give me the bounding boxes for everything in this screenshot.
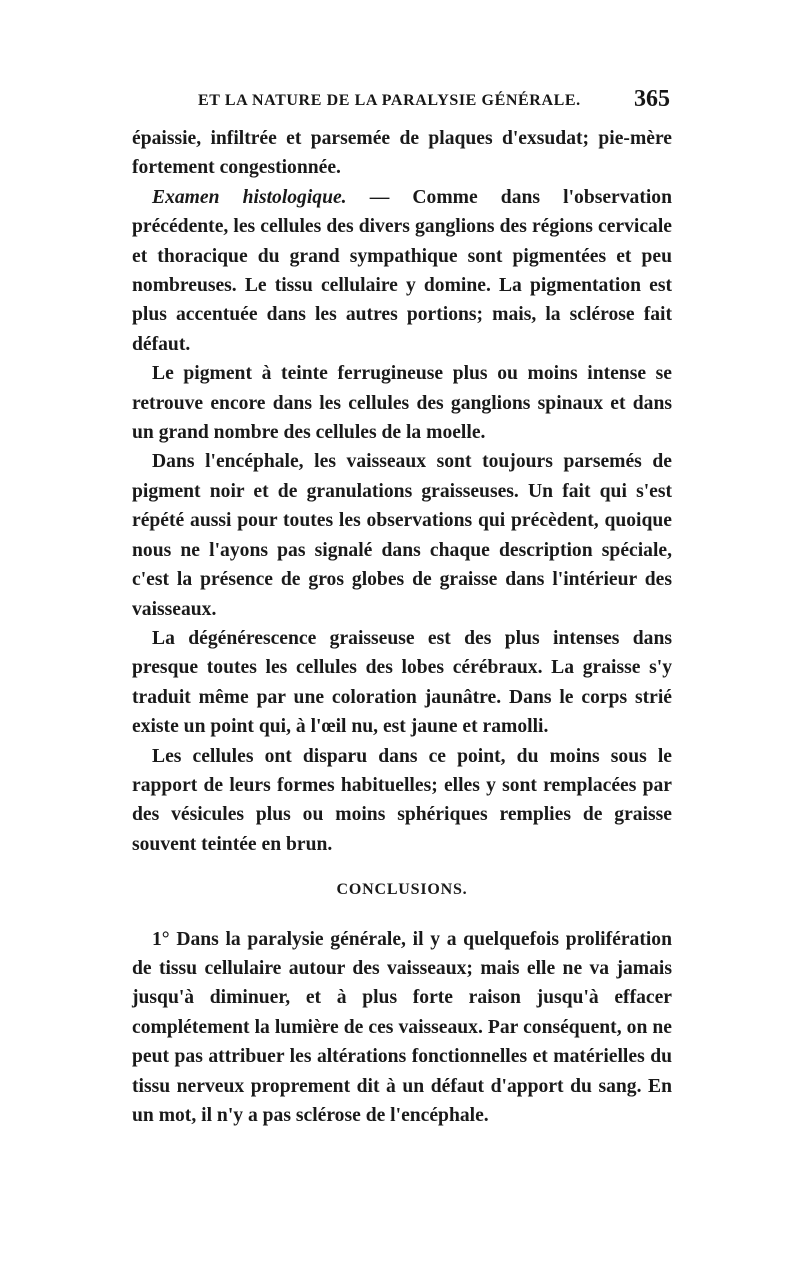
paragraph-cellules: Les cellules ont disparu dans ce point, du moins sous le rapport de leurs formes habituelles; elles y sont remplacées par des vésicules plus ou moins sphériques remplies de graisse souvent teintée en brun. [132, 745, 672, 855]
paragraph-conclusion-1: 1° Dans la paralysie générale, il y a quelquefois prolifération de tissu cellulaire autour des vaisseaux; mais elle ne va jamais jusqu'à diminuer, et à plus forte raison jusqu'à effacer complétement la lumière de ces vaisseaux. Par conséquent, on ne peut pas attribuer les altérations fonctionnelles et matérielles du tissu nerveux proprement dit à un défaut d'apport du sang. En un mot, il n'y a pas sclérose de l'encéphale. [132, 928, 672, 1126]
running-head [132, 86, 672, 118]
paragraph-examen [132, 183, 672, 359]
paragraph-degenerescence: La dégénérescence graisseuse est des plus intenses dans presque toutes les cellules des lobes cérébraux. La graisse s'y traduit même par une coloration jaunâtre. Dans le corps strié existe un point qui, à l'œil nu, est jaune et ramolli. [132, 627, 672, 738]
running-head-title: ET LA NATURE DE LA PARALYSIE GÉNÉRALE. [198, 92, 581, 109]
section-heading-conclusions: CONCLUSIONS. [336, 881, 468, 899]
page-number: 365 [634, 86, 670, 112]
body-text [132, 124, 672, 1130]
paragraph-examen-text: — Comme dans l'observation précédente, les cellules des divers ganglions des régions cervicale et thoracique du grand sympathique sont pigmentées et peu nombreuses. Le tissu cellulaire y domine. La pigmentation est plus accentuée dans les autres portions; mais, la sclérose fait défaut. [132, 186, 672, 355]
paragraph-continuation: épaissie, infiltrée et parsemée de plaques d'exsudat; pie-mère fortement congestionnée. [132, 128, 672, 179]
paragraph-lead-italic: Examen histologique. [152, 186, 347, 208]
paragraph-encephale: Dans l'encéphale, les vaisseaux sont toujours parsemés de pigment noir et de granulations graisseuses. Un fait qui s'est répété aussi pour toutes les observations qui précèdent, quoique nous ne l'ayons pas signalé dans chaque description spéciale, c'est la présence de gros globes de graisse dans l'intérieur des vaisseaux. [132, 451, 672, 620]
paragraph-pigment: Le pigment à teinte ferrugineuse plus ou moins intense se retrouve encore dans les cellules des ganglions spinaux et dans un grand nombre des cellules de la moelle. [132, 363, 672, 444]
